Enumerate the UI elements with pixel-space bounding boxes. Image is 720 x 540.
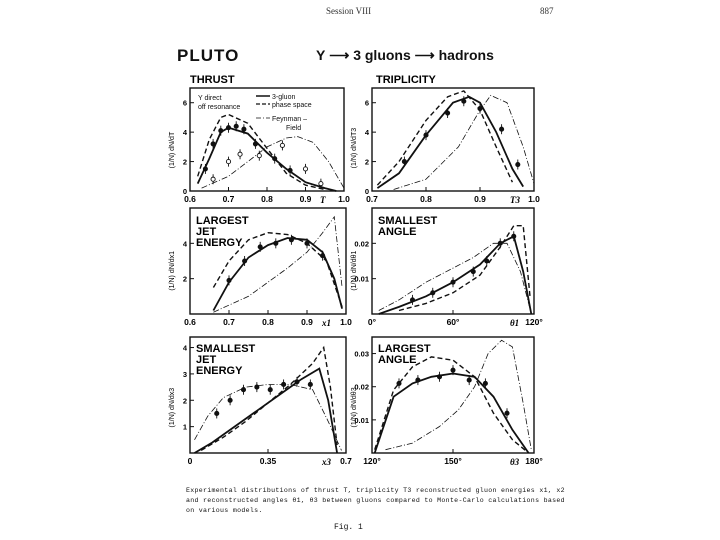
panel-title: LARGEST <box>378 343 431 355</box>
y-tick-label: 2 <box>364 157 369 167</box>
data-point <box>288 168 292 172</box>
y-tick-label: 4 <box>182 343 187 353</box>
legend-field: Field <box>286 125 302 132</box>
data-point <box>319 182 323 186</box>
x-tick-label: 0.8 <box>262 317 274 327</box>
data-point <box>243 259 247 263</box>
x-tick-label: 180° <box>525 456 543 466</box>
arrow-icon: ⟶ <box>329 47 350 63</box>
series-line-3-gluon <box>195 369 338 453</box>
panel-title: SMALLEST <box>196 343 256 355</box>
data-point <box>424 133 428 137</box>
y-axis-label: (1/N) dN/dx3 <box>169 387 176 428</box>
x-axis-label: x1 <box>322 318 331 328</box>
figure-caption: Experimental distributions of thrust T, triplicity T3 reconstructed gluon energies x1, x2 and reconstructed angles θ1, θ3 between gluons compared to Monte-Carlo calculations based on various models. <box>186 487 565 514</box>
data-point <box>226 126 230 130</box>
data-point <box>255 385 259 389</box>
chart-panel-largest_jet_energy <box>169 208 352 328</box>
x-axis-label: T <box>320 195 326 205</box>
panel-title: TRIPLICITY <box>376 74 436 86</box>
data-point <box>257 154 261 158</box>
x-axis-label: x3 <box>322 457 331 467</box>
panel-title: THRUST <box>190 74 235 86</box>
chart-panel-smallest_angle <box>351 208 543 328</box>
data-point <box>478 107 482 111</box>
series-line-feynman-field <box>213 217 342 312</box>
data-point <box>211 177 215 181</box>
running-header: Session VIII <box>326 6 372 16</box>
data-point <box>437 375 441 379</box>
x-tick-label: 0.6 <box>184 317 196 327</box>
series-line-3-gluon <box>379 236 532 314</box>
y-tick-label: 0.01 <box>354 274 369 284</box>
data-point <box>234 124 238 128</box>
y-tick-label: 6 <box>364 98 369 108</box>
data-point <box>227 278 231 282</box>
legend-data-direct: Υ direct <box>198 95 222 102</box>
y-tick-label: 2 <box>182 157 187 167</box>
data-point <box>211 142 215 146</box>
data-point <box>238 152 242 156</box>
data-point <box>321 254 325 258</box>
y-axis-label: (1/N) dN/dθ1 <box>351 250 358 291</box>
data-point <box>268 388 272 392</box>
panel-title: ENERGY <box>196 237 243 249</box>
x-tick-label: 0.9 <box>301 317 313 327</box>
y-tick-label: 0 <box>364 187 369 196</box>
y-tick-label: 0.03 <box>354 349 369 359</box>
data-point <box>219 129 223 133</box>
x-tick-label: 1.0 <box>528 194 540 204</box>
legend-feynman: Feynman – <box>272 116 308 123</box>
data-point <box>215 411 219 415</box>
series-line-feynman-field <box>379 243 532 314</box>
process-to: hadrons <box>438 47 494 63</box>
series-line-phase-space <box>198 115 325 190</box>
data-point <box>203 167 207 171</box>
legend-3gluon: 3-gluon <box>272 94 296 101</box>
x-axis-label: θ3 <box>510 457 520 467</box>
y-axis-label: (1/N) dN/dx1 <box>169 250 176 291</box>
data-point <box>498 241 502 245</box>
y-tick-label: 0.02 <box>354 382 369 392</box>
x-tick-label: 1.0 <box>340 317 352 327</box>
y-tick-label: 3 <box>182 369 187 379</box>
y-tick-label: 4 <box>364 128 369 138</box>
data-point <box>226 159 230 163</box>
legend-data-offres: off resonance <box>198 104 241 111</box>
y-tick-label: 0.02 <box>354 239 369 249</box>
x-tick-label: 0.6 <box>184 194 196 204</box>
legend-phase-space: phase space <box>272 102 312 109</box>
y-tick-label: 6 <box>182 98 187 108</box>
x-tick-label: 0 <box>187 456 193 466</box>
x-tick-label: 0.7 <box>340 456 352 466</box>
data-point <box>305 241 309 245</box>
y-tick-label: 0 <box>182 187 187 196</box>
series-line-3-gluon <box>198 128 337 191</box>
data-point <box>431 291 435 295</box>
data-point <box>485 259 489 263</box>
panel-title: ANGLE <box>378 354 417 366</box>
data-point <box>228 398 232 402</box>
y-axis-label: (1/N) dN/dθ3 <box>351 387 358 428</box>
data-point <box>253 142 257 146</box>
y-axis-label: (1/N) dN/dT3 <box>351 127 358 169</box>
figure-title: PLUTO <box>177 46 240 65</box>
chart-panel-thrust <box>169 74 350 205</box>
data-point <box>303 167 307 171</box>
x-tick-label: 0.7 <box>222 194 235 204</box>
process-mid: 3 gluons <box>353 47 411 63</box>
page-number: 887 <box>540 6 554 16</box>
data-point <box>282 382 286 386</box>
x-tick-label: 1.0 <box>338 194 350 204</box>
series-line-3-gluon <box>377 97 523 188</box>
data-point <box>500 127 504 131</box>
x-tick-label: 0.8 <box>261 194 273 204</box>
x-tick-label: 0° <box>367 317 377 327</box>
data-point <box>295 380 299 384</box>
series-line-phase-space <box>377 91 512 185</box>
y-tick-label: 4 <box>182 239 187 249</box>
panel-title: JET <box>196 354 217 366</box>
x-tick-label: 0.7 <box>223 317 235 327</box>
chart-panel-smallest_jet_energy <box>169 337 352 467</box>
x-tick-label: 150° <box>444 456 462 466</box>
panel-title: LARGEST <box>196 215 249 227</box>
x-tick-label: 0.9 <box>299 194 312 204</box>
data-point <box>467 378 471 382</box>
data-point <box>258 245 262 249</box>
data-point <box>410 298 414 302</box>
series-line-feynman-field <box>202 137 344 189</box>
x-tick-label: 120° <box>363 456 381 466</box>
y-tick-label: 4 <box>182 128 187 138</box>
series-line-feynman-field <box>394 95 534 189</box>
y-tick-label: 0.01 <box>354 415 369 425</box>
x-axis-label: θ1 <box>510 318 520 328</box>
data-point <box>402 159 406 163</box>
data-point <box>397 381 401 385</box>
y-axis-label: (1/N) dN/dT <box>169 131 176 169</box>
chart-panel-triplicity <box>351 74 540 205</box>
data-point <box>446 111 450 115</box>
panel-title: ENERGY <box>196 365 243 377</box>
upsilon-symbol: Υ <box>316 47 326 63</box>
data-point <box>451 280 455 284</box>
data-point <box>512 234 516 238</box>
data-point <box>451 368 455 372</box>
data-point <box>308 382 312 386</box>
data-point <box>462 99 466 103</box>
x-tick-label: 0.8 <box>420 194 432 204</box>
x-tick-label: 120° <box>525 317 543 327</box>
data-point <box>505 411 509 415</box>
data-point <box>471 270 475 274</box>
figure-label: Fig. 1 <box>334 523 363 532</box>
data-point <box>516 162 520 166</box>
x-tick-label: 0.7 <box>366 194 378 204</box>
panel-title: JET <box>196 226 217 238</box>
data-point <box>289 238 293 242</box>
data-point <box>280 143 284 147</box>
x-tick-label: 0.9 <box>474 194 486 204</box>
x-axis-label: T3 <box>510 195 520 205</box>
y-tick-label: 2 <box>182 274 187 284</box>
data-point <box>416 378 420 382</box>
data-point <box>242 127 246 131</box>
data-point <box>273 157 277 161</box>
y-tick-label: 2 <box>182 396 187 406</box>
data-point <box>274 241 278 245</box>
panel-title: ANGLE <box>378 226 417 238</box>
x-tick-label: 60° <box>446 317 460 327</box>
data-point <box>241 388 245 392</box>
data-point <box>483 381 487 385</box>
arrow-icon: ⟶ <box>414 47 435 63</box>
chart-panel-largest_angle <box>351 337 543 467</box>
y-tick-label: 1 <box>182 422 187 432</box>
panel-title: SMALLEST <box>378 215 438 227</box>
x-tick-label: 0.35 <box>259 456 277 466</box>
